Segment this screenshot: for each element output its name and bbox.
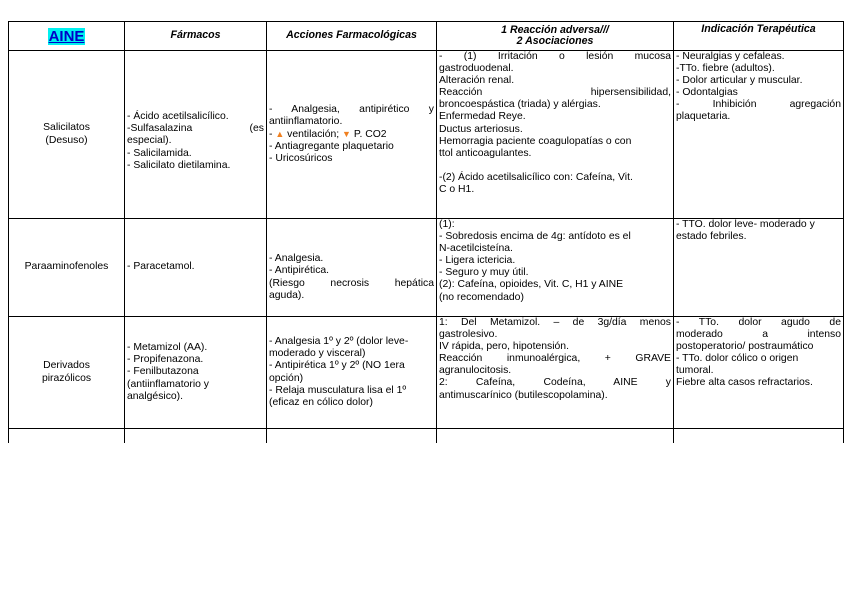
indicacion-salicilatos: [674, 51, 844, 219]
indicacion-pirazolicos: [674, 317, 844, 429]
header-aine: [9, 22, 125, 51]
list-item: Ductus arteriosus.: [439, 123, 523, 135]
list-item: ttol anticoagulantes.: [439, 147, 532, 159]
list-item: C o H1.: [439, 183, 475, 195]
farmacos-salicilatos: [125, 51, 267, 219]
header-row: [9, 22, 844, 51]
farmacos-paraaminofenoles: [125, 219, 267, 317]
list-item: 1: Del Metamizol. – de 3g/día menos: [439, 317, 671, 328]
aine-title: AINE: [48, 27, 85, 45]
list-item: moderado y visceral): [269, 348, 366, 360]
table-row-continuation: [9, 429, 844, 444]
header-acciones: Acciones Farmacológicas: [267, 22, 437, 51]
list-item: - Propifenazona.: [127, 354, 204, 366]
list-item: analgésico).: [127, 390, 184, 402]
family-salicilatos: [9, 51, 125, 219]
header-reaccion: [437, 22, 674, 51]
list-item: tumoral.: [676, 365, 714, 377]
list-item: - (1) Irritación o lesión mucosa: [439, 51, 671, 62]
list-item: plaquetaria.: [676, 111, 731, 123]
list-item: (antiinflamatorio y: [127, 378, 210, 390]
header-reaccion-line1: 1 Reacción adversa///: [501, 23, 609, 36]
list-item: - Fenilbutazona: [127, 366, 199, 378]
acciones-paraaminofenoles: [267, 219, 437, 317]
list-item: - Sobredosis encima de 4g: antídoto es el: [439, 231, 631, 243]
list-item: - Metamizol (AA).: [127, 342, 208, 354]
list-item: - Inhibición agregación: [676, 99, 841, 111]
reaccion-salicilatos: [437, 51, 674, 219]
list-item: antimuscarínico (butilescopolamina).: [439, 389, 608, 401]
empty-cell: [125, 429, 267, 444]
list-item: - Odontalgias: [676, 87, 738, 99]
list-item: - Salicilamida.: [127, 147, 192, 159]
list-item: moderado a intenso: [676, 329, 841, 341]
list-item: IV rápida, pero, hipotensión.: [439, 341, 569, 353]
list-item: (2): Cafeína, opioides, Vit. C, H1 y AINE: [439, 279, 624, 291]
list-item: Reacción inmunoalérgica, + GRAVE: [439, 353, 671, 365]
list-item: agranulocitosis.: [439, 365, 512, 377]
list-item: Fiebre alta casos refractarios.: [676, 377, 813, 389]
arrow-down-icon: ▼: [342, 128, 351, 139]
acciones-pirazolicos: [267, 317, 437, 429]
arrow-up-icon: ▲: [275, 128, 285, 139]
list-item: - Seguro y muy útil.: [439, 267, 529, 279]
header-farmacos: Fármacos: [125, 22, 267, 51]
list-item: - Analgesia.: [269, 253, 324, 265]
family-paraaminofenoles: Paraaminofenoles: [9, 219, 125, 317]
list-item: N-acetilcisteína.: [439, 243, 513, 255]
list-item: - Ligera ictericia.: [439, 255, 516, 267]
list-item: (eficaz en cólico dolor): [269, 396, 373, 408]
list-item: gastroduodenal.: [439, 63, 514, 75]
list-item: - Analgesia, antipirético y: [269, 103, 434, 115]
family-pirazolicos: [9, 317, 125, 429]
list-item: - Relaja musculatura lisa el 1º: [269, 384, 407, 396]
list-item: - TTo. dolor cólico o origen: [676, 353, 799, 365]
list-item: - Analgesia 1º y 2º (dolor leve-: [269, 336, 409, 348]
list-item: broncoespástica (triada) y alérgias.: [439, 99, 601, 111]
aine-table: [8, 21, 844, 443]
list-item: - TTo. dolor agudo de: [676, 317, 841, 328]
list-item: - Dolor articular y muscular.: [676, 75, 803, 87]
list-item: Alteración renal.: [439, 75, 515, 87]
list-item: - Antipirética 1º y 2º (NO 1era: [269, 360, 405, 372]
list-item: - Neuralgias y cefaleas.: [676, 51, 785, 62]
list-item: - Paracetamol.: [127, 261, 195, 273]
header-indicacion: Indicación Terapéutica: [674, 22, 844, 51]
pco2-text: P. CO2: [350, 128, 387, 140]
farmacos-pirazolicos: [125, 317, 267, 429]
empty-cell: [674, 429, 844, 444]
ventilation-prefix: -: [269, 128, 276, 140]
list-item: gastrolesivo.: [439, 329, 498, 341]
reaccion-pirazolicos: [437, 317, 674, 429]
table-row-pirazolicos: [9, 317, 844, 429]
list-item: - Antiagregante plaquetario: [269, 141, 394, 153]
family-pirazolicos-line1: Derivados: [43, 360, 90, 372]
family-salicilatos-line2: (Desuso): [45, 134, 88, 146]
list-item: opción): [269, 372, 304, 384]
list-item: antiinflamatorio.: [269, 115, 343, 127]
header-reaccion-line2: 2 Asociaciones: [516, 35, 594, 47]
list-item: especial).: [127, 135, 172, 147]
list-item: Enfermedad Reye.: [439, 111, 526, 123]
list-item: -Sulfasalazina (es: [127, 123, 264, 135]
list-item: - Antipirética.: [269, 265, 330, 277]
ventilation-text: ventilación;: [284, 128, 343, 140]
empty-cell: [437, 429, 674, 444]
table-row-salicilatos: [9, 51, 844, 219]
list-item: postoperatorio/ postraumático: [676, 341, 814, 353]
reaccion-paraaminofenoles: [437, 219, 674, 317]
family-salicilatos-line1: Salicilatos: [43, 122, 90, 134]
empty-cell: [9, 429, 125, 444]
list-item: - Uricosúricos: [269, 153, 333, 165]
list-item: Reacción hipersensibilidad,: [439, 87, 671, 99]
list-item: (1):: [439, 219, 455, 230]
list-item: - Ácido acetilsalicílico.: [127, 111, 229, 123]
indicacion-paraaminofenoles: [674, 219, 844, 317]
list-item: (Riesgo necrosis hepática: [269, 277, 434, 289]
list-item: 2: Cafeína, Codeína, AINE y: [439, 377, 671, 389]
list-item: (no recomendado): [439, 291, 524, 303]
family-pirazolicos-line2: pirazólicos: [41, 372, 92, 384]
list-item: -(2) Ácido acetilsalicílico con: Cafeína, Vit.: [439, 171, 633, 183]
list-item: - Salicilato dietilamina.: [127, 159, 231, 171]
acciones-salicilatos: [267, 51, 437, 219]
list-item: - TTO. dolor leve- moderado y: [676, 219, 815, 230]
list-item: aguda).: [269, 289, 305, 301]
empty-cell: [267, 429, 437, 444]
list-item: [269, 128, 434, 141]
list-item: -TTo. fiebre (adultos).: [676, 63, 775, 75]
list-item: Hemorragia paciente coagulopatías o con: [439, 135, 632, 147]
list-item: estado febriles.: [676, 231, 747, 243]
table-row-paraaminofenoles: [9, 219, 844, 317]
